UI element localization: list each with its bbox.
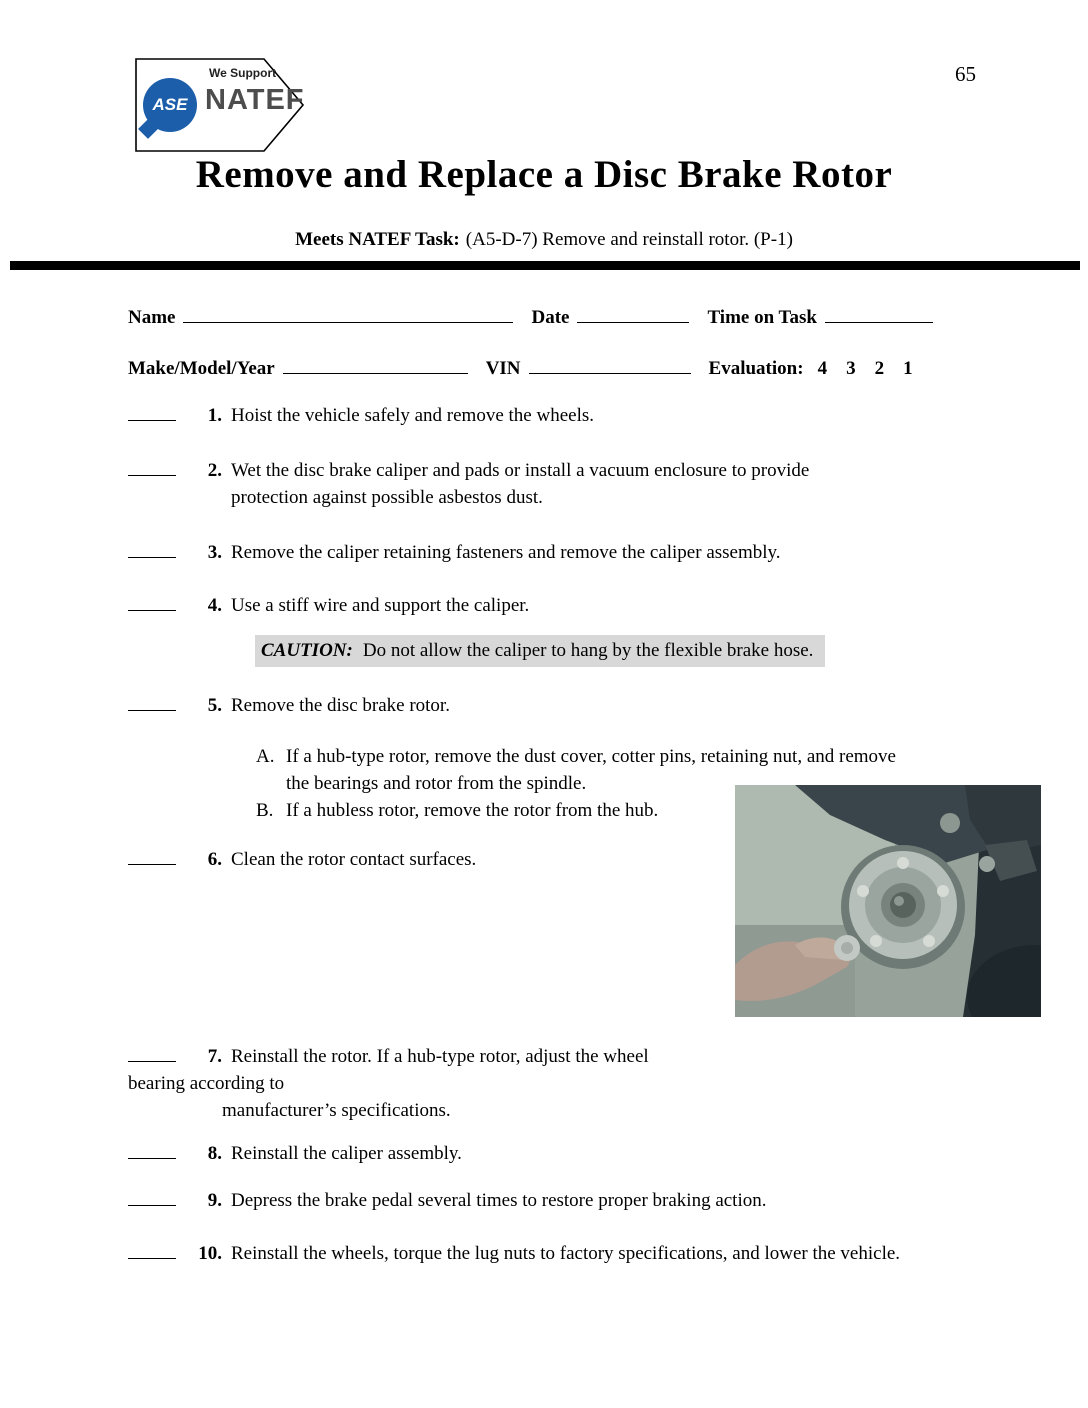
checkoff-blank [128, 1138, 176, 1159]
step-number: 10. [198, 1243, 222, 1265]
divider-rule [10, 261, 1080, 270]
checkoff-blank [128, 1041, 176, 1062]
meets-task-text: (A5-D-7) Remove and reinstall rotor. (P-1) [465, 229, 793, 250]
step-text: Reinstall the rotor. If a hub-type rotor, adjust the wheel [231, 1045, 649, 1067]
step-text: Use a stiff wire and support the caliper. [231, 594, 530, 616]
caution-text: Do not allow the caliper to hang by the flexible brake hose. [362, 639, 814, 661]
step-row-5 [128, 690, 1048, 719]
step-text: Reinstall the wheels, torque the lug nuts to factory specifications, and lower the vehicle. [231, 1243, 901, 1265]
step-row-4 [128, 590, 1048, 619]
caution-note [255, 635, 825, 667]
step-number: 6. [207, 848, 222, 870]
ase-logo-text: ASE [152, 95, 188, 114]
step-row-8 [128, 1138, 1048, 1167]
page-title: Remove and Replace a Disc Brake Rotor [195, 153, 893, 196]
step-7-continued-line: manufacturer’s specifications. [222, 1099, 451, 1121]
name-blank [183, 302, 513, 323]
substep-text: If a hubless rotor, remove the rotor from the hub. [286, 799, 659, 821]
step-number: 5. [207, 694, 222, 716]
step-row-3 [128, 537, 1048, 566]
time-on-task-blank [825, 302, 933, 323]
time-on-task-label: Time on Task [707, 306, 817, 328]
step-number: 2. [207, 459, 222, 481]
step-row-7 [128, 1041, 1048, 1070]
caution-label: CAUTION: [261, 639, 353, 661]
evaluation-scale: 4 3 2 1 [817, 357, 913, 379]
meets-task-label: Meets NATEF Task: [295, 229, 460, 250]
checkoff-blank [128, 690, 176, 711]
checkoff-blank [128, 400, 176, 421]
form-line-name-date-time [128, 302, 998, 329]
vin-label: VIN [485, 357, 521, 379]
step-text: Remove the caliper retaining fasteners and remove the caliper assembly. [231, 541, 781, 563]
checkoff-blank [128, 455, 176, 476]
substep-letter: B. [256, 799, 274, 821]
step-number: 7. [207, 1045, 222, 1067]
page-number: 65 [955, 62, 976, 86]
checkoff-blank [128, 1186, 176, 1207]
logo-natef-text: NATEF [205, 84, 305, 116]
step-number: 9. [207, 1190, 222, 1212]
step-number: 3. [207, 541, 222, 563]
substep-letter: A. [256, 745, 275, 767]
checkoff-blank [128, 590, 176, 611]
brake-hub-photo [735, 785, 1041, 1017]
step-text: Clean the rotor contact surfaces. [231, 848, 477, 870]
step-number: 8. [207, 1142, 222, 1164]
checkoff-blank [128, 844, 176, 865]
logo-we-support: We Support [209, 66, 277, 80]
step-7-wrap-line: bearing according to [128, 1072, 285, 1094]
substep-text: If a hub-type rotor, remove the dust cover, cotter pins, retaining nut, and remove the bearings and rotor from the spindle. [286, 745, 896, 794]
step-text: Hoist the vehicle safely and remove the wheels. [231, 404, 594, 426]
date-blank [577, 302, 689, 323]
ase-logo [145, 80, 195, 130]
date-label: Date [531, 306, 570, 328]
step-text: Remove the disc brake rotor. [231, 694, 450, 716]
step-row-2 [128, 455, 1048, 511]
meets-natef-task-line [0, 229, 1088, 251]
step-text: Reinstall the caliper assembly. [231, 1142, 462, 1164]
name-label: Name [128, 306, 176, 328]
step-text: Wet the disc brake caliper and pads or install a vacuum enclosure to provide protection against possible asbestos dust. [231, 459, 810, 508]
vin-blank [529, 353, 691, 374]
step-number: 1. [207, 404, 222, 426]
step-row-1 [128, 400, 1048, 429]
make-model-year-blank [283, 353, 468, 374]
checkoff-blank [128, 537, 176, 558]
step-row-9 [128, 1186, 1048, 1215]
step-number: 4. [207, 594, 222, 616]
form-line-make-vin-eval [128, 353, 998, 380]
make-model-year-label: Make/Model/Year [128, 357, 275, 379]
step-row-10 [128, 1238, 1048, 1267]
brake-hub-photo-image [735, 785, 1041, 1017]
evaluation-label: Evaluation: [708, 357, 804, 379]
step-text: Depress the brake pedal several times to restore proper braking action. [231, 1190, 767, 1212]
checkoff-blank [128, 1238, 176, 1259]
natef-logo [135, 58, 305, 152]
